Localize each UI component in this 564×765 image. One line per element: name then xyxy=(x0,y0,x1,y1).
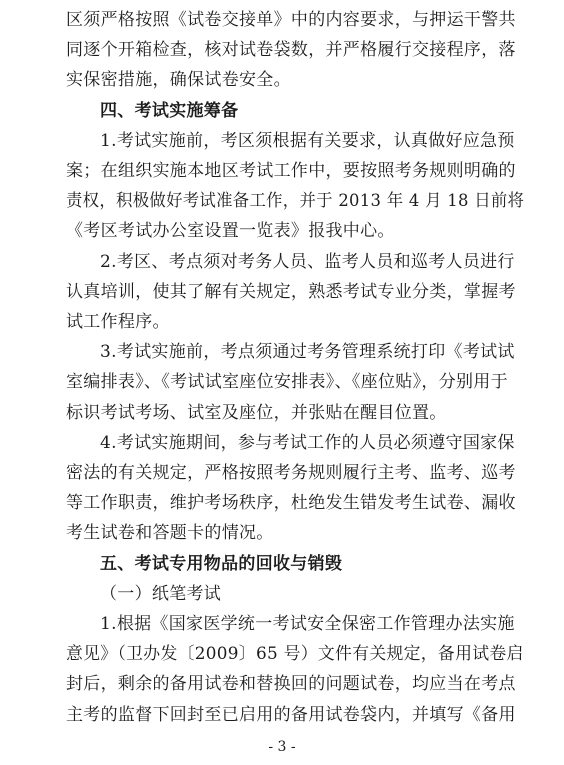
body-text-line: 室编排表》、《考试试室座位安排表》、《座位贴》，分别用于 xyxy=(66,372,508,392)
body-text-line: 意见》（卫办发〔2009〕65 号）文件有关规定，备用试卷启 xyxy=(66,644,524,664)
body-text-line: 试工作程序。 xyxy=(66,312,170,332)
body-text-line: 案；在组织实施本地区考试工作中，要按照考务规则明确的 xyxy=(66,161,516,181)
paragraph-first-line: 1.考试实施前，考区须根据有关要求，认真做好应急预 xyxy=(100,131,515,151)
section-heading: 四、考试实施筹备 xyxy=(100,101,239,121)
body-text-line: 认真培训，使其了解有关规定，熟悉考试专业分类，掌握考 xyxy=(66,282,516,302)
body-text-line: 区须严格按照《试卷交接单》中的内容要求，与押运干警共 xyxy=(66,10,516,30)
body-text-line: 主考的监督下回封至已启用的备用试卷袋内，并填写《备用 xyxy=(66,705,516,725)
body-text-line: 封后，剩余的备用试卷和替换回的问题试卷，均应当在考点 xyxy=(66,674,516,694)
section-heading: 五、考试专用物品的回收与销毁 xyxy=(100,554,343,574)
paragraph-first-line: 4.考试实施期间，参与考试工作的人员必须遵守国家保 xyxy=(100,433,515,453)
subsection-heading: （一）纸笔考试 xyxy=(100,584,222,604)
body-text-line: 考生试卷和答题卡的情况。 xyxy=(66,523,274,543)
body-text-line: 同逐个开箱检查，核对试卷袋数，并严格履行交接程序，落 xyxy=(66,40,516,60)
body-text-line: 实保密措施，确保试卷安全。 xyxy=(66,70,291,90)
paragraph-first-line: 2.考区、考点须对考务人员、监考人员和巡考人员进行 xyxy=(100,252,515,272)
body-text-line: 等工作职责，维护考场秩序，杜绝发生错发考生试卷、漏收 xyxy=(66,493,516,513)
paragraph-first-line: 1.根据《国家医学统一考试安全保密工作管理办法实施 xyxy=(100,614,515,634)
page-number: - 3 - xyxy=(268,739,296,755)
body-text-line: 密法的有关规定，严格按照考务规则履行主考、监考、巡考 xyxy=(66,463,516,483)
body-text-line: 《考区考试办公室设置一览表》报我中心。 xyxy=(66,221,395,241)
body-text-line: 责权，积极做好考试准备工作，并于 2013 年 4 月 18 日前将 xyxy=(66,191,525,211)
paragraph-first-line: 3.考试实施前，考点须通过考务管理系统打印《考试试 xyxy=(100,342,515,362)
body-text-line: 标识考试考场、试室及座位，并张贴在醒目位置。 xyxy=(66,403,447,423)
